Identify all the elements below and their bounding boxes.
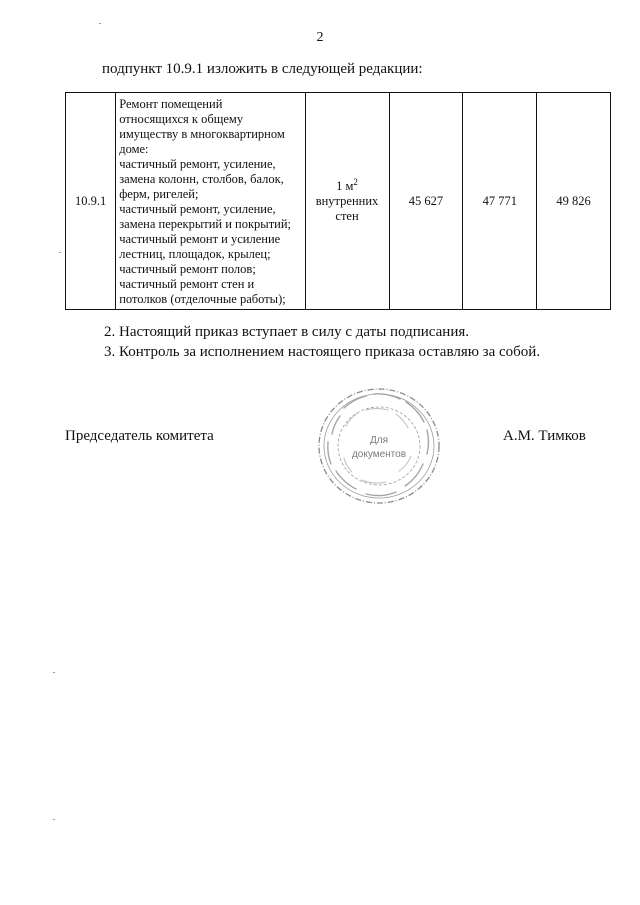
description-line: частичный ремонт и усиление <box>119 232 281 246</box>
unit-line-3: стен <box>335 208 359 223</box>
unit-cell <box>305 93 389 310</box>
tariff-table <box>65 92 611 310</box>
description-line: частичный ремонт стен и <box>119 277 255 291</box>
unit-base: 1 м <box>336 178 354 193</box>
scan-speck <box>99 23 101 24</box>
official-stamp <box>316 386 442 506</box>
description-line: частичный ремонт, усиление, <box>119 202 276 216</box>
description-line: частичный ремонт полов; <box>119 262 256 276</box>
intro-text: подпункт 10.9.1 изложить в следующей редакции: <box>102 61 423 77</box>
stamp-center-line-1: Для <box>369 435 389 446</box>
signatory-name: А.М. Тимков <box>503 428 586 444</box>
value-cell-2: 47 771 <box>463 93 537 310</box>
page-number: 2 <box>316 30 324 45</box>
stamp-graphic <box>316 386 442 506</box>
unit-line-1 <box>309 176 386 194</box>
description-line: относящихся к общему <box>119 112 244 126</box>
description-line: доме: <box>119 142 149 156</box>
description-line: частичный ремонт, усиление, <box>119 157 276 171</box>
description-line: замена колонн, столбов, балок, <box>119 172 284 186</box>
unit-line-2: внутренних <box>315 193 379 208</box>
clauses <box>104 322 540 362</box>
stamp-center-line-2: документов <box>351 449 407 460</box>
description-line: лестниц, площадок, крылец; <box>119 247 271 261</box>
scan-speck <box>59 252 61 253</box>
clause-3: 3. Контроль за исполнением настоящего приказа оставляю за собой. <box>104 344 541 360</box>
scan-speck <box>53 819 55 820</box>
description-line: Ремонт помещений <box>119 97 223 111</box>
description-line: ферм, ригелей; <box>119 187 199 201</box>
description-cell <box>116 93 305 310</box>
scan-speck <box>53 672 55 673</box>
unit-exponent: 2 <box>353 176 358 187</box>
clause-2: 2. Настоящий приказ вступает в силу с даты подписания. <box>104 324 470 340</box>
code-cell: 10.9.1 <box>66 93 116 310</box>
description-line: потолков (отделочные работы); <box>119 292 286 306</box>
signatory-position: Председатель комитета <box>65 428 214 444</box>
value-cell-1: 45 627 <box>389 93 463 310</box>
value-cell-3: 49 826 <box>537 93 611 310</box>
table-row <box>66 93 611 310</box>
description-line: замена перекрытий и покрытий; <box>119 217 292 231</box>
description-line: имуществу в многоквартирном <box>119 127 285 141</box>
